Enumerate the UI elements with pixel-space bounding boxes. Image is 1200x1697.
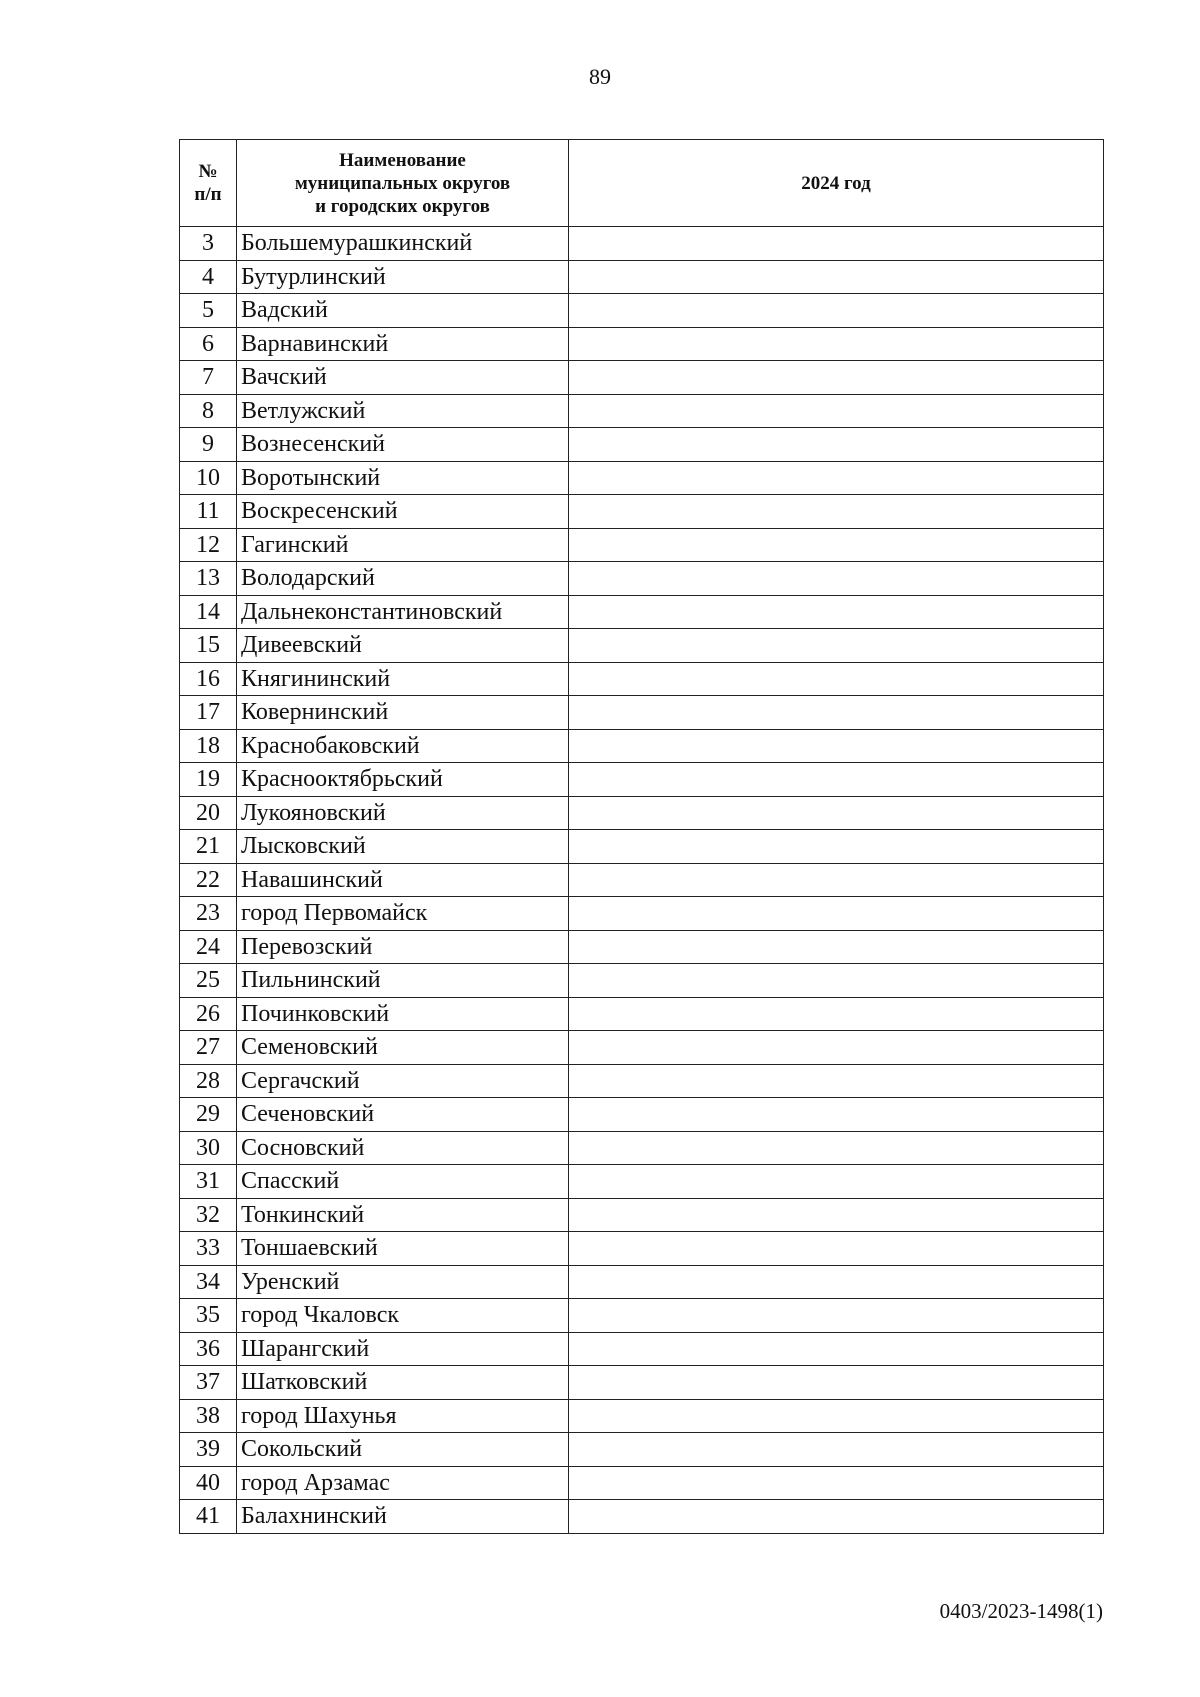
- table-row: [180, 1500, 1104, 1534]
- year-2024-value: [569, 1366, 1104, 1400]
- district-name: Краснобаковский: [237, 729, 569, 763]
- row-number: 5: [180, 294, 237, 328]
- table-row: [180, 1064, 1104, 1098]
- table-header-row: [180, 140, 1104, 227]
- table-row: [180, 830, 1104, 864]
- district-name: Дальнеконстантиновский: [237, 595, 569, 629]
- page-number: 89: [589, 64, 611, 89]
- table-row: [180, 964, 1104, 998]
- table-row: [180, 428, 1104, 462]
- row-number: 26: [180, 997, 237, 1031]
- table-row: [180, 1098, 1104, 1132]
- year-2024-value: [569, 729, 1104, 763]
- row-number: 8: [180, 394, 237, 428]
- district-name: Лысковский: [237, 830, 569, 864]
- row-number: 39: [180, 1433, 237, 1467]
- table-row: [180, 1265, 1104, 1299]
- row-number: 25: [180, 964, 237, 998]
- year-2024-value: [569, 495, 1104, 529]
- year-2024-value: [569, 629, 1104, 663]
- year-2024-value: [569, 830, 1104, 864]
- row-number: 35: [180, 1299, 237, 1333]
- district-name: город Шахунья: [237, 1399, 569, 1433]
- year-2024-value: [569, 428, 1104, 462]
- district-name: Сосновский: [237, 1131, 569, 1165]
- table-row: [180, 1232, 1104, 1266]
- row-number: 22: [180, 863, 237, 897]
- district-name: Тонкинский: [237, 1198, 569, 1232]
- row-number: 31: [180, 1165, 237, 1199]
- row-number: 23: [180, 897, 237, 931]
- district-name: Володарский: [237, 562, 569, 596]
- year-2024-value: [569, 361, 1104, 395]
- year-2024-value: [569, 595, 1104, 629]
- year-2024-value: [569, 997, 1104, 1031]
- district-name: город Первомайск: [237, 897, 569, 931]
- row-number: 7: [180, 361, 237, 395]
- year-2024-value: [569, 1165, 1104, 1199]
- table-row: [180, 763, 1104, 797]
- row-number: 30: [180, 1131, 237, 1165]
- district-name: Лукояновский: [237, 796, 569, 830]
- district-name: Вадский: [237, 294, 569, 328]
- district-name: Сергачский: [237, 1064, 569, 1098]
- table-row: [180, 361, 1104, 395]
- district-name: Большемурашкинский: [237, 227, 569, 261]
- table-row: [180, 461, 1104, 495]
- table-row: [180, 1031, 1104, 1065]
- district-name: Вознесенский: [237, 428, 569, 462]
- row-number: 4: [180, 260, 237, 294]
- row-number: 37: [180, 1366, 237, 1400]
- row-number: 3: [180, 227, 237, 261]
- row-number: 20: [180, 796, 237, 830]
- table-row: [180, 495, 1104, 529]
- year-2024-value: [569, 1399, 1104, 1433]
- year-2024-value: [569, 1232, 1104, 1266]
- district-name: Сеченовский: [237, 1098, 569, 1132]
- table-row: [180, 629, 1104, 663]
- year-2024-value: [569, 1131, 1104, 1165]
- row-number: 13: [180, 562, 237, 596]
- header-num: № п/п: [180, 140, 237, 227]
- district-name: Шатковский: [237, 1366, 569, 1400]
- year-2024-value: [569, 227, 1104, 261]
- row-number: 32: [180, 1198, 237, 1232]
- header-year: 2024 год: [569, 140, 1104, 227]
- row-number: 15: [180, 629, 237, 663]
- districts-table: [179, 139, 1104, 1534]
- table-row: [180, 227, 1104, 261]
- district-name: Ковернинский: [237, 696, 569, 730]
- row-number: 17: [180, 696, 237, 730]
- district-name: Гагинский: [237, 528, 569, 562]
- district-name: город Чкаловск: [237, 1299, 569, 1333]
- table-row: [180, 1366, 1104, 1400]
- table-row: [180, 897, 1104, 931]
- year-2024-value: [569, 1299, 1104, 1333]
- row-number: 18: [180, 729, 237, 763]
- year-2024-value: [569, 1064, 1104, 1098]
- table-row: [180, 562, 1104, 596]
- row-number: 24: [180, 930, 237, 964]
- year-2024-value: [569, 1198, 1104, 1232]
- district-name: Княгининский: [237, 662, 569, 696]
- district-name: Бутурлинский: [237, 260, 569, 294]
- year-2024-value: [569, 461, 1104, 495]
- table-row: [180, 394, 1104, 428]
- row-number: 14: [180, 595, 237, 629]
- row-number: 33: [180, 1232, 237, 1266]
- table-row: [180, 1165, 1104, 1199]
- table-row: [180, 1198, 1104, 1232]
- row-number: 28: [180, 1064, 237, 1098]
- year-2024-value: [569, 327, 1104, 361]
- row-number: 6: [180, 327, 237, 361]
- district-name: Тоншаевский: [237, 1232, 569, 1266]
- district-name: Ветлужский: [237, 394, 569, 428]
- table-row: [180, 1131, 1104, 1165]
- year-2024-value: [569, 763, 1104, 797]
- row-number: 29: [180, 1098, 237, 1132]
- row-number: 36: [180, 1332, 237, 1366]
- district-name: Шарангский: [237, 1332, 569, 1366]
- year-2024-value: [569, 528, 1104, 562]
- district-name: Спасский: [237, 1165, 569, 1199]
- row-number: 19: [180, 763, 237, 797]
- row-number: 27: [180, 1031, 237, 1065]
- table-row: [180, 260, 1104, 294]
- table-row: [180, 696, 1104, 730]
- row-number: 16: [180, 662, 237, 696]
- year-2024-value: [569, 260, 1104, 294]
- district-name: Балахнинский: [237, 1500, 569, 1534]
- district-name: Починковский: [237, 997, 569, 1031]
- row-number: 12: [180, 528, 237, 562]
- district-name: Навашинский: [237, 863, 569, 897]
- table-row: [180, 294, 1104, 328]
- document-code: 0403/2023-1498(1): [939, 1599, 1103, 1623]
- district-name: Варнавинский: [237, 327, 569, 361]
- table-row: [180, 1332, 1104, 1366]
- row-number: 40: [180, 1466, 237, 1500]
- year-2024-value: [569, 930, 1104, 964]
- table-row: [180, 1399, 1104, 1433]
- district-name: Сокольский: [237, 1433, 569, 1467]
- header-name: Наименование муниципальных округов и городских округов: [237, 140, 569, 227]
- district-name: Воротынский: [237, 461, 569, 495]
- district-name: город Арзамас: [237, 1466, 569, 1500]
- table-row: [180, 1466, 1104, 1500]
- year-2024-value: [569, 562, 1104, 596]
- table-row: [180, 729, 1104, 763]
- year-2024-value: [569, 897, 1104, 931]
- table-body: [180, 227, 1104, 1534]
- table-row: [180, 1299, 1104, 1333]
- year-2024-value: [569, 1265, 1104, 1299]
- row-number: 11: [180, 495, 237, 529]
- table-row: [180, 863, 1104, 897]
- district-name: Воскресенский: [237, 495, 569, 529]
- row-number: 10: [180, 461, 237, 495]
- year-2024-value: [569, 796, 1104, 830]
- table-row: [180, 528, 1104, 562]
- row-number: 34: [180, 1265, 237, 1299]
- row-number: 41: [180, 1500, 237, 1534]
- table-row: [180, 930, 1104, 964]
- year-2024-value: [569, 1031, 1104, 1065]
- year-2024-value: [569, 1433, 1104, 1467]
- table-row: [180, 662, 1104, 696]
- row-number: 38: [180, 1399, 237, 1433]
- year-2024-value: [569, 1098, 1104, 1132]
- district-name: Дивеевский: [237, 629, 569, 663]
- row-number: 9: [180, 428, 237, 462]
- table-row: [180, 595, 1104, 629]
- district-name: Краснооктябрьский: [237, 763, 569, 797]
- district-name: Вачский: [237, 361, 569, 395]
- table-row: [180, 1433, 1104, 1467]
- year-2024-value: [569, 294, 1104, 328]
- year-2024-value: [569, 394, 1104, 428]
- year-2024-value: [569, 863, 1104, 897]
- year-2024-value: [569, 662, 1104, 696]
- district-name: Семеновский: [237, 1031, 569, 1065]
- table-row: [180, 796, 1104, 830]
- year-2024-value: [569, 696, 1104, 730]
- district-name: Уренский: [237, 1265, 569, 1299]
- district-name: Пильнинский: [237, 964, 569, 998]
- table-row: [180, 327, 1104, 361]
- year-2024-value: [569, 1332, 1104, 1366]
- year-2024-value: [569, 1466, 1104, 1500]
- table-row: [180, 997, 1104, 1031]
- row-number: 21: [180, 830, 237, 864]
- year-2024-value: [569, 964, 1104, 998]
- district-name: Перевозский: [237, 930, 569, 964]
- year-2024-value: [569, 1500, 1104, 1534]
